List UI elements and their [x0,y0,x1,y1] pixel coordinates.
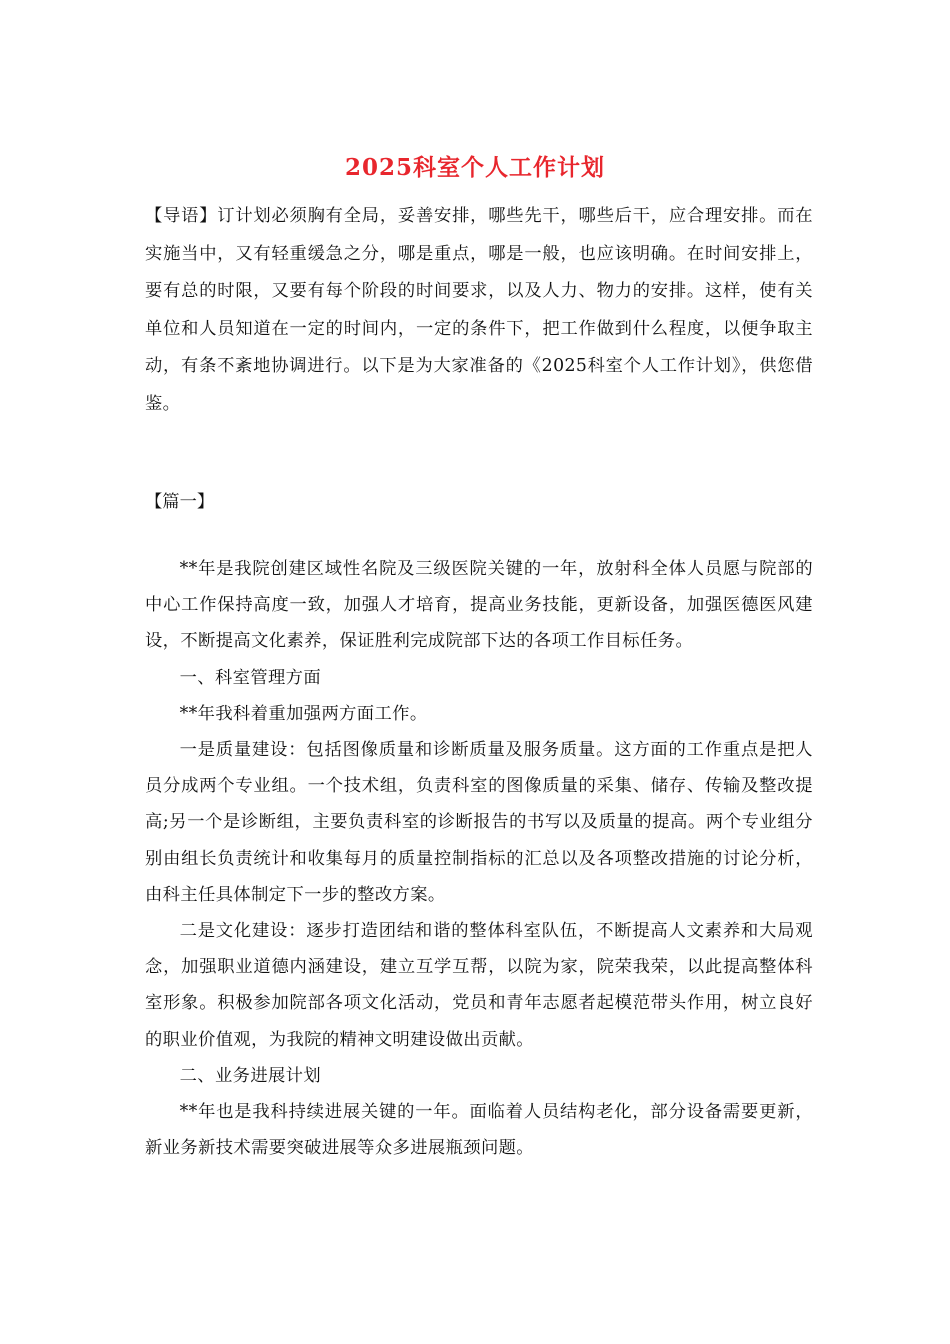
heading-development: 二、业务进展计划 [179,1065,322,1086]
document-body [145,551,813,1166]
body-paragraph: 二是文化建设：逐步打造团结和谐的整体科室队伍，不断提高人文素养和大局观念，加强职业道德内涵建设，建立互学互帮，以院为家，院荣我荣，以此提高整体科室形象。积极参加院部各项文化活动，党员和青年志愿者起模范带头作用，树立良好的职业价值观，为我院的精神文明建设做出贡献。 [145,921,813,1050]
body-paragraph: **年我科着重加强两方面工作。 [179,703,428,724]
intro-paragraph: 【导语】订计划必须胸有全局，妥善安排，哪些先干，哪些后干，应合理安排。而在实施当中，又有轻重缓急之分，哪是重点，哪是一般，也应该明确。在时间安排上，要有总的时限，又要有每个阶段的时间要求，以及人力、物力的安排。这样，使有关单位和人员知道在一定的时间内，一定的条件下，把工作做到什么程度，以便争取主动，有条不紊地协调进行。以下是为大家准备的《2025科室个人工作计划》，供您借鉴。 [145,206,813,414]
body-paragraph: **年也是我科持续进展关键的一年。面临着人员结构老化，部分设备需要更新，新业务新技术需要突破进展等众多进展瓶颈问题。 [145,1102,813,1159]
heading-management: 一、科室管理方面 [179,667,322,688]
document-title: 2025科室个人工作计划 [344,154,605,181]
body-paragraph: **年是我院创建区域性名院及三级医院关键的一年，放射科全体人员愿与院部的中心工作保持高度一致，加强人才培育，提高业务技能，更新设备，加强医德医风建设，不断提高文化素养，保证胜利完成院部下达的各项工作目标任务。 [145,559,813,652]
section-label: 【篇一】 [145,492,215,512]
body-paragraph: 一是质量建设：包括图像质量和诊断质量及服务质量。这方面的工作重点是把人员分成两个专业组。一个技术组，负责科室的图像质量的采集、储存、传输及整改提高;另一个是诊断组，主要负责科室的诊断报告的书写以及质量的提高。两个专业组分别由组长负责统计和收集每月的质量控制指标的汇总以及各项整改措施的讨论分析，由科主任具体制定下一步的整改方案。 [145,740,813,905]
